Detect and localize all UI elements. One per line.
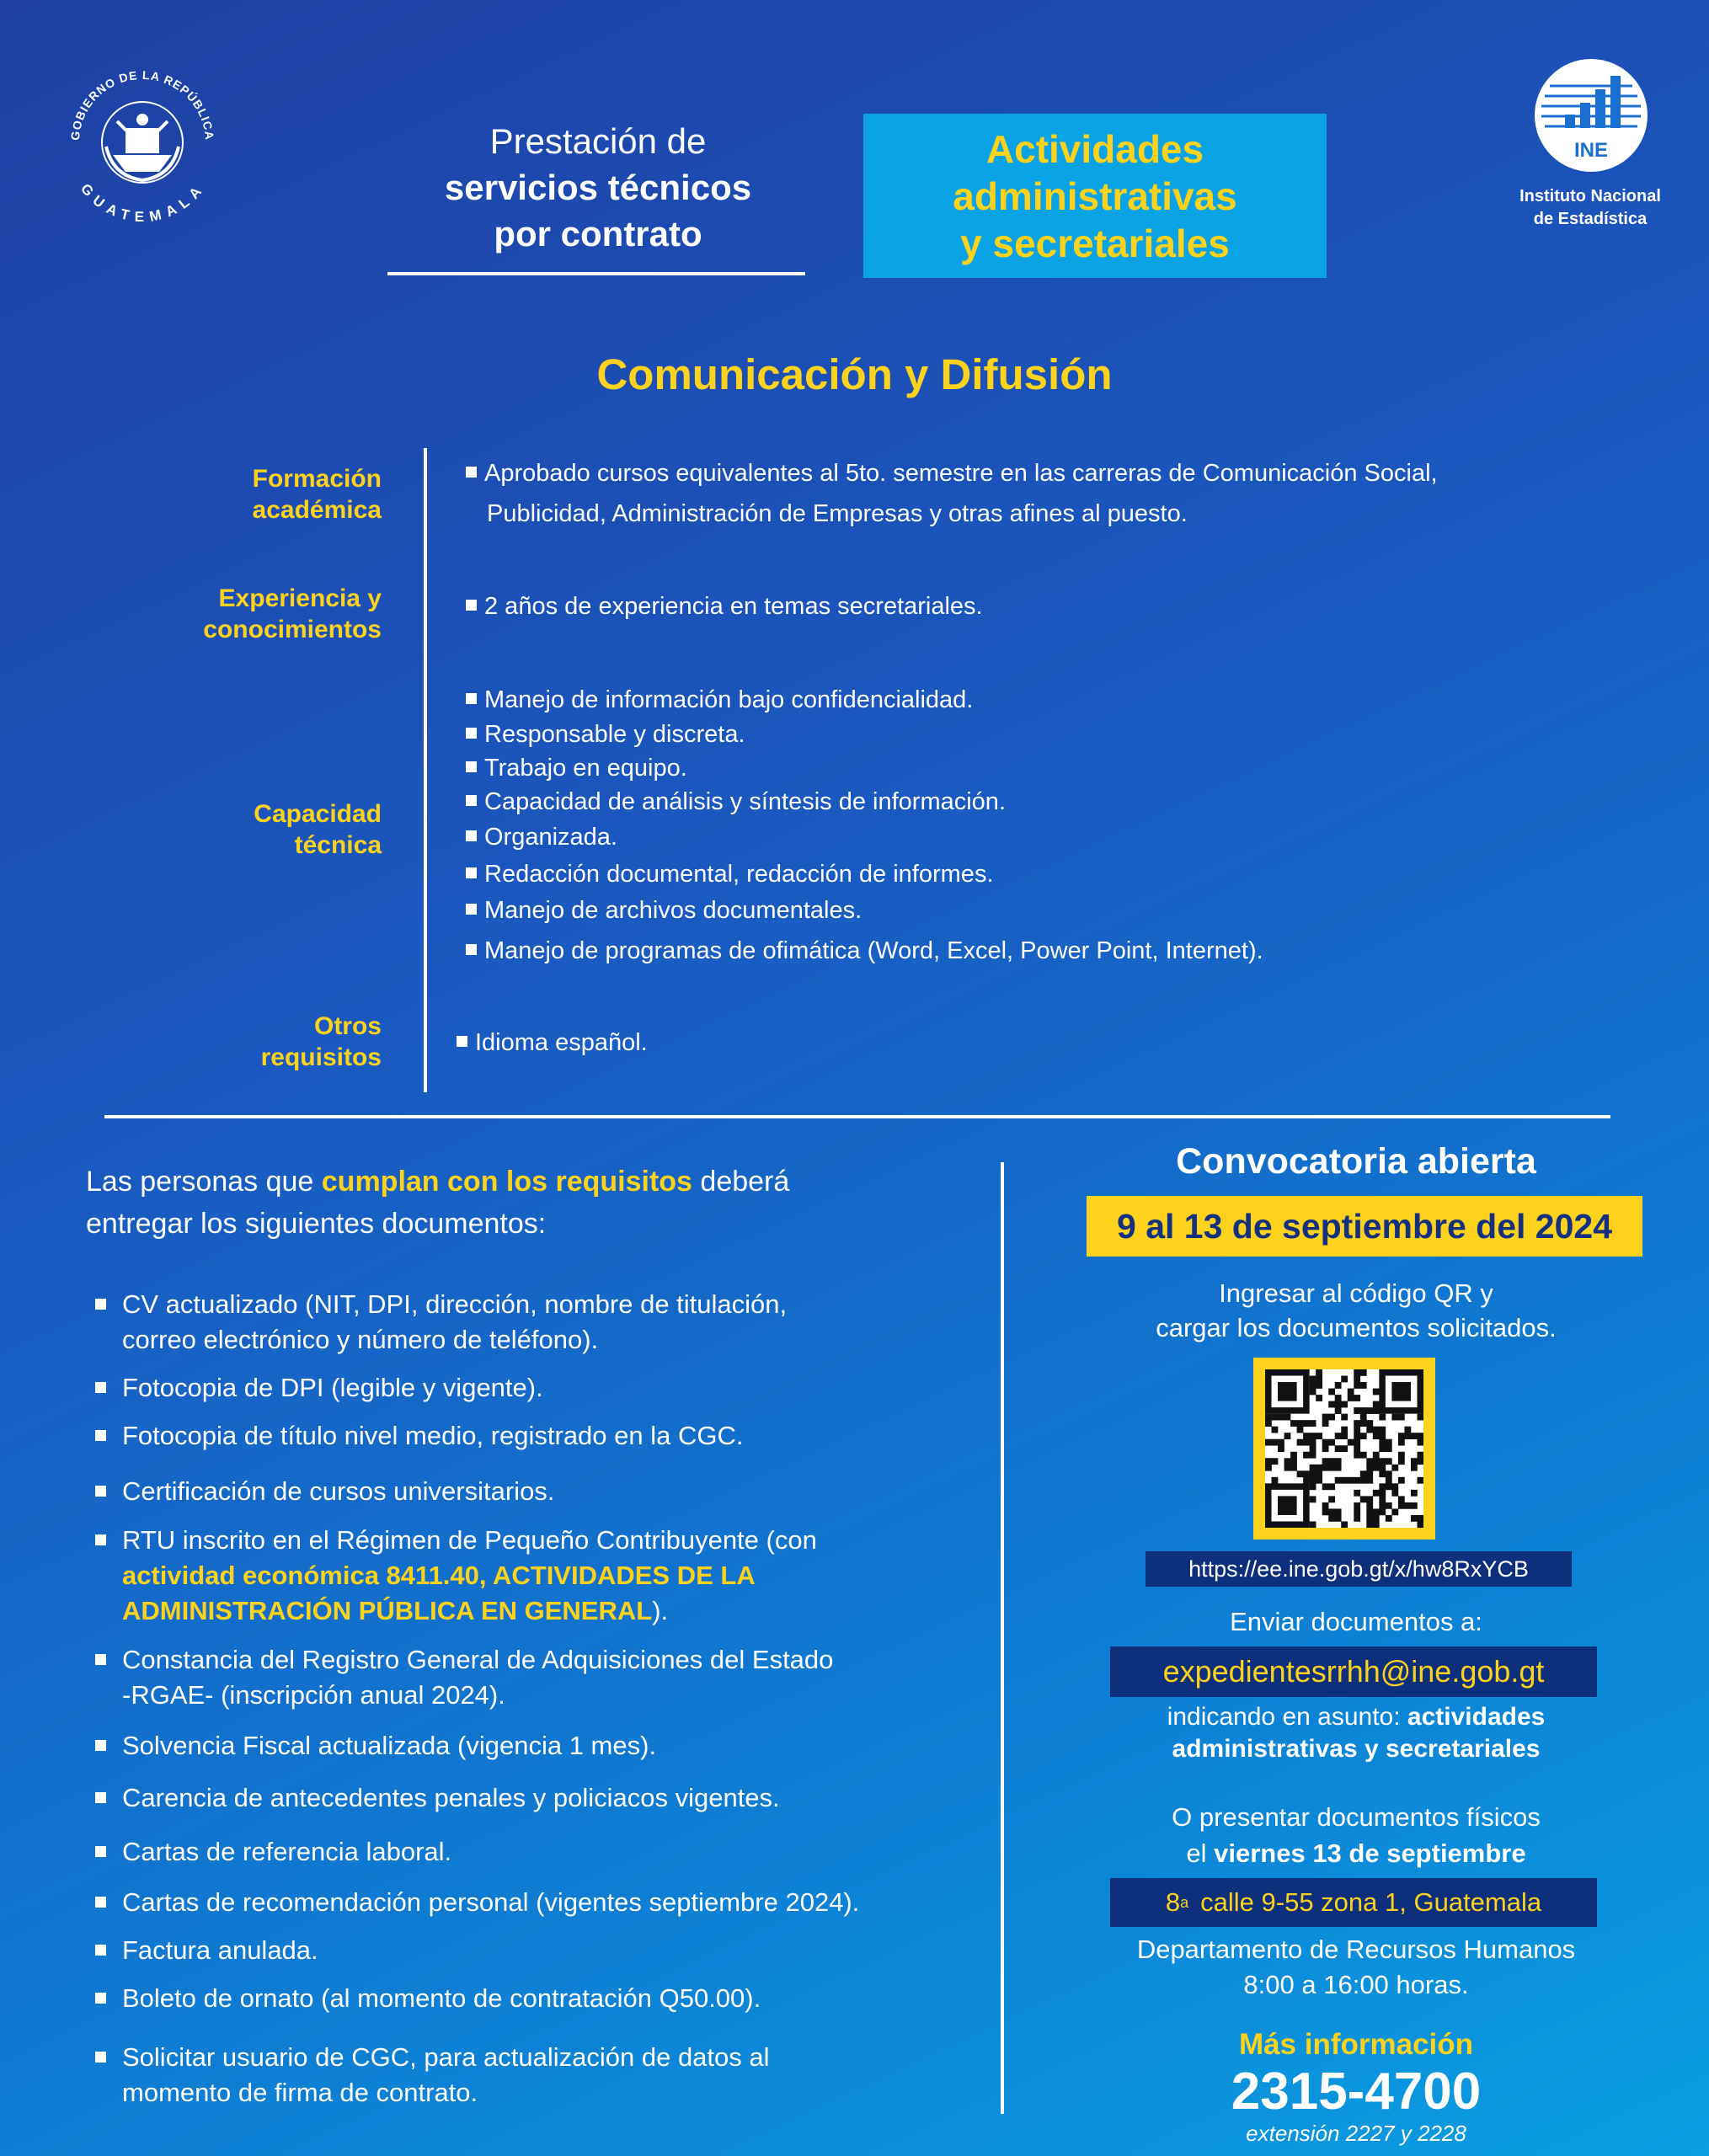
address-number: 8 xyxy=(1165,1887,1181,1917)
capacidad-item: Capacidad de análisis y síntesis de información. xyxy=(466,788,1006,816)
qr-instructions-2: cargar los documentos solicitados. xyxy=(1156,1313,1557,1342)
service-line-3: por contrato xyxy=(494,214,702,253)
physical-delivery-date: viernes 13 de septiembre xyxy=(1214,1838,1526,1868)
doc-item-boleto: Boleto de ornato (al momento de contratación Q50.00). xyxy=(122,1981,981,2016)
capacidad-label-2: técnica xyxy=(294,831,382,859)
svg-text:GOBIERNO DE LA REPÚBLICA: GOBIERNO DE LA REPÚBLICA xyxy=(67,67,217,141)
subject-bold-2: administrativas y secretariales xyxy=(1172,1735,1541,1763)
office-hours: 8:00 a 16:00 horas. xyxy=(1243,1970,1469,1999)
qr-instructions xyxy=(1028,1276,1685,1345)
experiencia-label xyxy=(203,583,382,645)
phone-extension: extensión 2227 y 2228 xyxy=(1246,2121,1466,2146)
doc-item-solvencia: Solvencia Fiscal actualizada (vigencia 1 mes). xyxy=(122,1728,981,1764)
department-info xyxy=(1028,1932,1685,2003)
doc-item-dpi: Fotocopia de DPI (legible y vigente). xyxy=(122,1370,981,1406)
experiencia-label-2: conocimientos xyxy=(203,616,382,643)
capacidad-item: Manejo de archivos documentales. xyxy=(466,897,862,925)
doc-item-titulo: Fotocopia de título nivel medio, registrado en la CGC. xyxy=(122,1418,981,1454)
capacidad-item: Manejo de programas de ofimática (Word, Excel, Power Point, Internet). xyxy=(466,937,1263,965)
ine-name xyxy=(1482,185,1698,231)
doc-item-rtu: RTU inscrito en el Régimen de Pequeño Contribuyente (con actividad económica 8411.40, ACTIVIDADES DE LA ADMINISTRACIÓN PÚBLICA EN GENERAL). xyxy=(122,1523,981,1629)
capacidad-label xyxy=(254,798,382,861)
physical-delivery-text: el xyxy=(1186,1838,1215,1868)
ine-name-line-2: de Estadística xyxy=(1533,210,1648,228)
more-info-label: Más información xyxy=(1238,2028,1474,2061)
service-type-heading xyxy=(387,118,809,257)
experiencia-label-1: Experiencia y xyxy=(218,584,382,612)
formacion-label xyxy=(253,463,382,526)
activity-line-3: y secretariales xyxy=(960,221,1230,265)
physical-delivery xyxy=(1028,1799,1685,1871)
convocatoria-title: Convocatoria abierta xyxy=(1176,1141,1536,1182)
qr-instructions-1: Ingresar al código QR y xyxy=(1219,1278,1493,1308)
subject-bold-1: actividades xyxy=(1407,1703,1546,1731)
formacion-label-1: Formación xyxy=(252,465,382,493)
activity-line-1: Actividades xyxy=(985,126,1204,171)
service-line-1: Prestación de xyxy=(489,121,707,161)
address-box xyxy=(1110,1878,1597,1927)
otros-text: Idioma español. xyxy=(457,1029,648,1057)
address-superscript: a xyxy=(1180,1893,1189,1911)
email-link[interactable]: expedientesrrhh@ine.gob.gt xyxy=(1110,1646,1597,1697)
header-underline xyxy=(387,272,805,275)
otros-label-1: Otros xyxy=(313,1012,382,1040)
physical-delivery-line-1: O presentar documentos físicos xyxy=(1172,1802,1541,1832)
doc-item-cartas-rec: Cartas de recomendación personal (vigentes septiembre 2024). xyxy=(122,1885,981,1920)
documents-intro xyxy=(86,1161,928,1245)
doc-item-cgc: Solicitar usuario de CGC, para actualización de datos al momento de firma de contrato. xyxy=(122,2040,981,2111)
intro-text-end: deberá xyxy=(692,1166,790,1198)
department-name: Departamento de Recursos Humanos xyxy=(1136,1935,1576,1964)
service-line-2: servicios técnicos xyxy=(444,168,752,207)
otros-label-2: requisitos xyxy=(260,1043,382,1071)
capacidad-item: Trabajo en equipo. xyxy=(466,755,687,782)
intro-line-2: entregar los siguientes documentos: xyxy=(86,1208,547,1240)
capacidad-item: Redacción documental, redacción de informes. xyxy=(466,861,994,889)
phone-number[interactable]: 2315-4700 xyxy=(1231,2063,1482,2121)
formacion-text-1: Aprobado cursos equivalentes al 5to. semestre en las carreras de Comunicación Social, xyxy=(466,460,1438,488)
ine-name-line-1: Instituto Nacional xyxy=(1519,187,1661,205)
experiencia-text: 2 años de experiencia en temas secretariales. xyxy=(466,593,983,621)
svg-text:GUATEMALA: GUATEMALA xyxy=(77,180,208,226)
formacion-label-2: académica xyxy=(252,496,382,524)
intro-text: Las personas que xyxy=(86,1166,322,1198)
section-title: Comunicación y Difusión xyxy=(596,350,1113,398)
doc-item-factura: Factura anulada. xyxy=(122,1933,981,1968)
capacidad-label-1: Capacidad xyxy=(254,800,382,828)
otros-label xyxy=(261,1011,382,1073)
ine-logo-icon xyxy=(1533,57,1649,173)
qr-code-icon[interactable] xyxy=(1265,1369,1423,1528)
capacidad-item: Manejo de información bajo confidencialidad. xyxy=(466,686,973,714)
guatemala-seal-icon xyxy=(54,54,231,231)
address-text: calle 9-55 zona 1, Guatemala xyxy=(1200,1887,1542,1917)
doc-item-cv: CV actualizado (NIT, DPI, dirección, nombre de titulación, correo electrónico y número de teléfono). xyxy=(122,1287,981,1358)
activity-line-2: administrativas xyxy=(953,173,1237,218)
section-divider xyxy=(104,1115,1610,1118)
doc-item-cert: Certificación de cursos universitarios. xyxy=(122,1474,981,1509)
formacion-text-2: Publicidad, Administración de Empresas y otras afines al puesto. xyxy=(487,500,1188,527)
svg-text:INE: INE xyxy=(1573,139,1609,162)
activity-box xyxy=(863,114,1327,278)
capacidad-item: Organizada. xyxy=(466,824,617,851)
doc-item-rgae: Constancia del Registro General de Adquisiciones del Estado -RGAE- (inscripción anual 2024). xyxy=(122,1642,981,1713)
qr-url-link[interactable]: https://ee.ine.gob.gt/x/hw8RxYCB xyxy=(1146,1551,1572,1587)
capacidad-item: Responsable y discreta. xyxy=(466,721,745,749)
convocatoria-dates: 9 al 13 de septiembre del 2024 xyxy=(1087,1196,1642,1257)
intro-highlight: cumplan con los requisitos xyxy=(321,1166,692,1198)
send-documents-label: Enviar documentos a: xyxy=(1230,1607,1482,1636)
column-divider xyxy=(1001,1162,1004,2114)
doc-item-carencia: Carencia de antecedentes penales y policiacos vigentes. xyxy=(122,1780,981,1816)
subject-text: indicando en asunto: xyxy=(1167,1703,1407,1731)
subject-instructions xyxy=(1028,1701,1685,1765)
requirements-divider xyxy=(424,448,427,1092)
doc-item-cartas-ref: Cartas de referencia laboral. xyxy=(122,1834,981,1870)
